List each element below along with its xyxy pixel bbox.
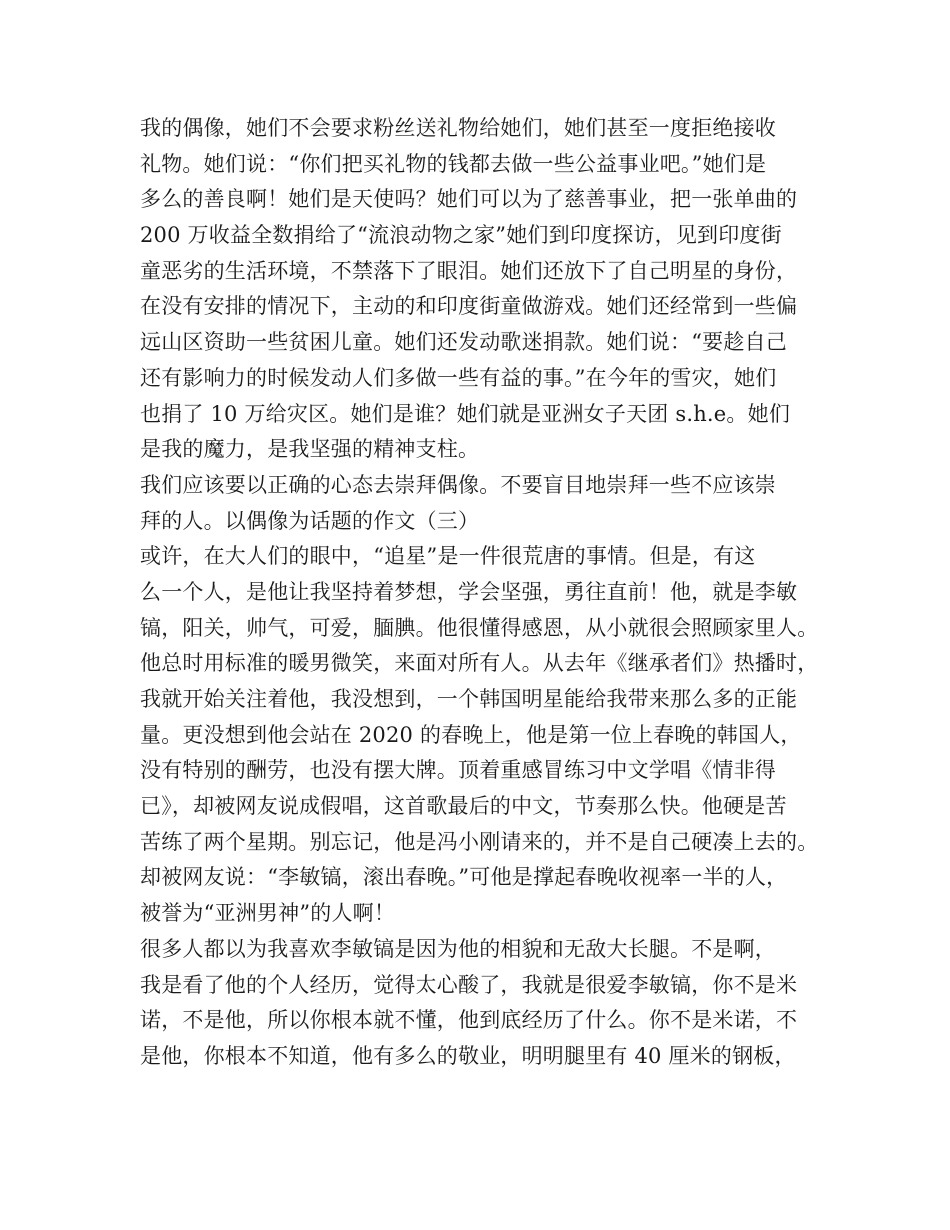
text-line: 我是看了他的个人经历，觉得太心酸了，我就是很爱李敏镐，你不是米 bbox=[140, 972, 798, 997]
text-line: 已》，却被网友说成假唱，这首歌最后的中文，节奏那么快。他硬是苦 bbox=[140, 794, 787, 819]
text-line: 他总时用标准的暖男微笑，来面对所有人。从去年《继承者们》热播时， bbox=[140, 651, 819, 676]
text-line: 或许，在大人们的眼中，“追星”是一件很荒唐的事情。但是，有这 bbox=[140, 544, 756, 569]
text-line: 苦练了两个星期。别忘记，他是冯小刚请来的，并不是自己硬凑上去的。 bbox=[140, 829, 819, 854]
text-line: 远山区资助一些贫困儿童。她们还发动歌迷捐款。她们说：“要趁自己 bbox=[140, 330, 787, 355]
text-line: 么一个人，是他让我坚持着梦想，学会坚强，勇往直前！他，就是李敏 bbox=[140, 579, 798, 604]
text-line: 诺，不是他，所以你根本就不懂，他到底经历了什么。你不是米诺，不 bbox=[140, 1008, 798, 1033]
text-line: 却被网友说：“李敏镐，滚出春晚。”可他是撑起春晚收视率一半的人， bbox=[140, 865, 788, 890]
text-line: 我们应该要以正确的心态去崇拜偶像。不要盲目地崇拜一些不应该崇 bbox=[140, 472, 776, 497]
text-line: 镐，阳关，帅气，可爱，腼腆。他很懂得感恩，从小就很会照顾家里人。 bbox=[140, 615, 819, 640]
text-line: 量。更没想到他会站在 2020 的春晚上，他是第一位上春晚的韩国人， bbox=[140, 722, 802, 747]
text-line: 我就开始关注着他，我没想到，一个韩国明星能给我带来那么多的正能 bbox=[140, 687, 798, 711]
text-line: 没有特别的酬劳，也没有摆大牌。顶着重感冒练习中文学唱《情非得 bbox=[140, 758, 776, 783]
text-line: 多么的善良啊！她们是天使吗？她们可以为了慈善事业，把一张单曲的 bbox=[140, 187, 798, 212]
text-line: 200 万收益全数捐给了“流浪动物之家”她们到印度探访，见到印度街 bbox=[140, 223, 782, 248]
text-line: 很多人都以为我喜欢李敏镐是因为他的相貌和无敌大长腿。不是啊， bbox=[140, 936, 776, 961]
text-line: 在没有安排的情况下，主动的和印度街童做游戏。她们还经常到一些偏 bbox=[140, 294, 798, 319]
text-line: 还有影响力的时候发动人们多做一些有益的事。”在今年的雪灾，她们 bbox=[140, 365, 777, 390]
text-line: 拜的人。以偶像为话题的作文（三） bbox=[140, 508, 480, 533]
text-line: 童恶劣的生活环境，不禁落下了眼泪。她们还放下了自己明星的身份， bbox=[140, 258, 798, 283]
text-line: 是他，你根本不知道，他有多么的敬业，明明腿里有 40 厘米的钢板， bbox=[140, 1043, 796, 1068]
text-line: 是我的魔力，是我坚强的精神支柱。 bbox=[140, 437, 480, 462]
text-line: 礼物。她们说：“你们把买礼物的钱都去做一些公益事业吧。”她们是 bbox=[140, 151, 767, 176]
text-line: 被誉为“亚洲男神”的人啊！ bbox=[140, 901, 396, 926]
text-line: 我的偶像，她们不会要求粉丝送礼物给她们，她们甚至一度拒绝接收 bbox=[140, 116, 776, 140]
essay-text bbox=[140, 111, 830, 1075]
text-line: 也捐了 10 万给灾区。她们是谁？她们就是亚洲女子天团 s.h.e。她们 bbox=[140, 401, 791, 426]
